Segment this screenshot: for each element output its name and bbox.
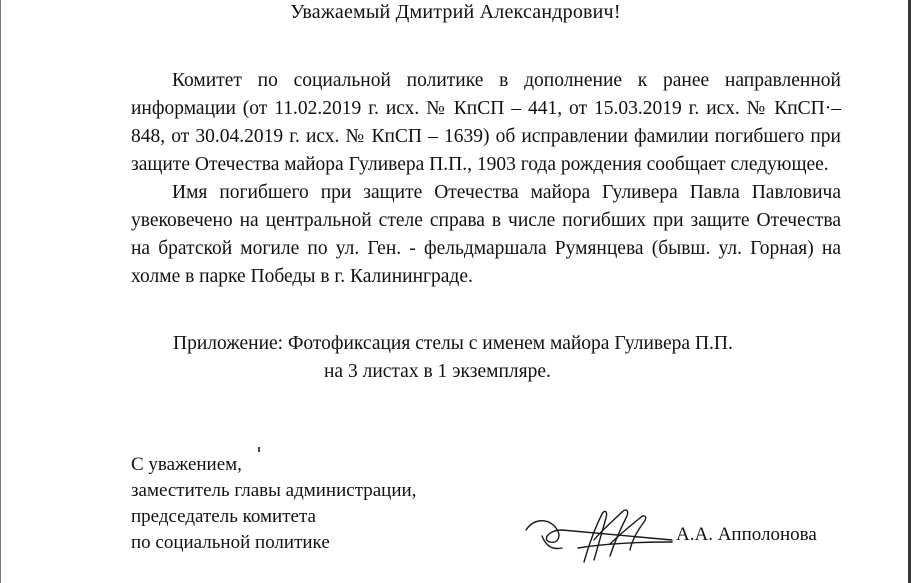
- signoff-block: [131, 452, 416, 556]
- handwritten-signature: [522, 500, 692, 570]
- signer-position-line-3: по социальной политике: [131, 532, 330, 553]
- appendix-line-2: на 3 листах в 1 экземпляре.: [324, 361, 551, 382]
- scan-edge-left: [0, 0, 1, 583]
- signer-position-line-2: председатель комитета: [131, 506, 316, 527]
- appendix-line-1: Приложение: Фотофиксация стелы с именем майора Гуливера П.П.: [173, 333, 733, 354]
- letter-body: [131, 67, 841, 291]
- closing-text: С уважением,: [131, 454, 242, 475]
- signer-position-line-1: заместитель главы администрации,: [131, 480, 417, 501]
- signer-name: А.А. Апполонова: [676, 524, 817, 545]
- paragraph-2: Имя погибшего при защите Отечества майора Гуливера Павла Павловича увековечено на центральной стеле справа в числе погибших при защите Отечества на братской могиле по ул. Ген. - фельдмаршала Румянцева (бывш. ул. Горная) на холме в парке Победы в г. Калининграде.: [131, 182, 841, 287]
- appendix: [173, 330, 833, 386]
- salutation: Уважаемый Дмитрий Александрович!: [290, 1, 621, 23]
- paragraph-1: Комитет по социальной политике в дополнение к ранее направленной информации (от 11.02.2019 г. исх. № КпСП – 441, от 15.03.2019 г. исх. № КпСП·– 848, от 30.04.2019 г. исх. № КпСП – 1639) об исправлении фамилии погибшего при защите Отечества майора Гуливера П.П., 1903 года рождения сообщает следующее.: [131, 70, 841, 175]
